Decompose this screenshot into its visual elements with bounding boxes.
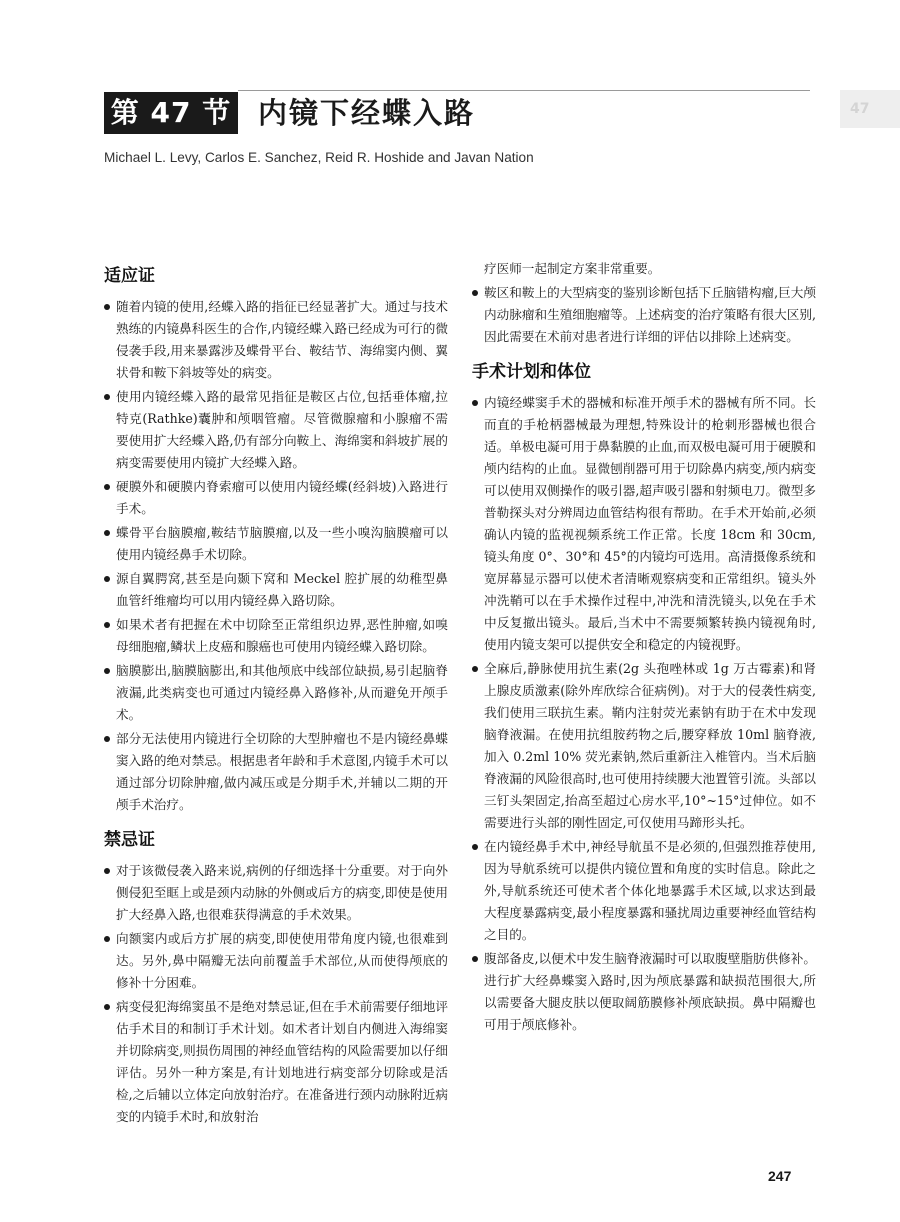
section-heading-planning: 手术计划和体位 [472,362,591,382]
list-item: 如果术者有把握在术中切除至正常组织边界,恶性肿瘤,如嗅母细胞瘤,鳞状上皮癌和腺癌也可使用内镜经蝶入路切除。 [104,614,448,658]
list-item: 全麻后,静脉使用抗生素(2g 头孢唑林或 1g 万古霉素)和肾上腺皮质激素(除外库欣综合征病例)。对于大的侵袭性病变,我们使用三联抗生素。鞘内注射荧光素钠有助于在术中发现脑脊液漏。在使用抗组胺药物之后,腰穿释放 10ml 脑脊液,加入 0.2ml 10% 荧光素钠,然后重新注入椎管内。当术后脑脊液漏的风险很高时,也可使用持续腰大池置管引流。头部以三钉头架固定,抬高至超过心房水平,10°~15°过伸位。如不需要进行头部的刚性固定,可仅使用马蹄形头托。 [472,658,816,834]
list-item: 病变侵犯海绵窦虽不是绝对禁忌证,但在手术前需要仔细地评估手术目的和制订手术计划。如术者计划自内侧进入海绵窦并切除病变,则损伤周围的神经血管结构的风险需要加以仔细评估。另外一种方案是,有计划地进行病变部分切除或是活检,之后辅以立体定向放射治疗。在准备进行颈内动脉附近病变的内镜手术时,和放射治 [104,996,448,1128]
list-item: 向额窦内或后方扩展的病变,即使使用带角度内镜,也很难到达。另外,鼻中隔瓣无法向前覆盖手术部位,从而使得颅底的修补十分困难。 [104,928,448,994]
list-item: 腹部备皮,以便术中发生脑脊液漏时可以取腹壁脂肪供修补。进行扩大经鼻蝶窦入路时,因为颅底暴露和缺损范围很大,所以需要备大腿皮肤以便取阔筋膜修补颅底缺损。鼻中隔瓣也可用于颅底修补。 [472,948,816,1036]
list-item: 鞍区和鞍上的大型病变的鉴别诊断包括下丘脑错构瘤,巨大颅内动脉瘤和生殖细胞瘤等。上述病变的治疗策略有很大区别,因此需要在术前对患者进行详细的评估以排除上述病变。 [472,282,816,348]
chapter-title: 内镜下经蝶入路 [258,96,476,130]
list-item: 硬膜外和硬膜内脊索瘤可以使用内镜经蝶(经斜坡)入路进行手术。 [104,476,448,520]
chapter-label: 第 47 节 [104,92,238,134]
list-item: 源自翼腭窝,甚至是向颞下窝和 Meckel 腔扩展的幼稚型鼻血管纤维瘤均可以用内镜经鼻入路切除。 [104,568,448,612]
list-item: 对于该微侵袭入路来说,病例的仔细选择十分重要。对于向外侧侵犯至眶上或是颈内动脉的外侧或后方的病变,即使是使用扩大经鼻入路,也很难获得满意的手术效果。 [104,860,448,926]
list-item: 脑膜膨出,脑膜脑膨出,和其他颅底中线部位缺损,易引起脑脊液漏,此类病变也可通过内镜经鼻入路修补,从而避免开颅手术。 [104,660,448,726]
list-item: 蝶骨平台脑膜瘤,鞍结节脑膜瘤,以及一些小嗅沟脑膜瘤可以使用内镜经鼻手术切除。 [104,522,448,566]
list-item: 内镜经蝶窦手术的器械和标准开颅手术的器械有所不同。长而直的手枪柄器械最为理想,特殊设计的枪刺形器械也很合适。单极电凝可用于鼻黏膜的止血,而双极电凝可用于硬膜和颅内结构的止血。显微刨削器可用于切除鼻内病变,颅内病变可以使用双侧操作的吸引器,超声吸引器和射频电刀。微型多普勒探头对分辨周边血管结构很有帮助。在手术开始前,必须确认内镜的监视视频系统工作正常。长度 18cm 和 30cm,镜头角度 0°、30°和 45°的内镜均可选用。高清摄像系统和宽屏幕显示器可以使术者清晰观察病变和正常组织。镜头外冲洗鞘可以在手术操作过程中,冲洗和清洗镜头,以免在手术中反复撤出镜头。最后,当术中不需要频繁转换内镜视角时,使用内镜支架可以提供安全和稳定的内镜视野。 [472,392,816,656]
header-rule [238,90,810,91]
right-column [472,258,816,1036]
continuation-text: 疗医师一起制定方案非常重要。 [484,261,661,276]
chapter-tab: 47 [840,90,900,128]
section-heading-contraindications: 禁忌证 [104,830,155,850]
left-column [104,262,448,1128]
authors: Michael L. Levy, Carlos E. Sanchez, Reid R. Hoshide and Javan Nation [104,150,534,165]
list-item: 使用内镜经蝶入路的最常见指征是鞍区占位,包括垂体瘤,拉特克(Rathke)囊肿和颅咽管瘤。尽管微腺瘤和小腺瘤不需要使用扩大经蝶入路,仍有部分向鞍上、海绵窦和斜坡扩展的病变需要使用内镜扩大经蝶入路。 [104,386,448,474]
list-item: 部分无法使用内镜进行全切除的大型肿瘤也不是内镜经鼻蝶窦入路的绝对禁忌。根据患者年龄和手术意图,内镜手术可以通过部分切除肿瘤,做内减压或是分期手术,并辅以二期的开颅手术治疗。 [104,728,448,816]
page-number: 247 [768,1168,792,1184]
section-heading-indications: 适应证 [104,266,155,286]
list-item: 在内镜经鼻手术中,神经导航虽不是必须的,但强烈推荐使用,因为导航系统可以提供内镜位置和角度的实时信息。除此之外,导航系统还可使术者个体化地暴露手术区域,以求达到最大程度暴露病变,最小程度暴露和骚扰周边重要神经血管结构之目的。 [472,836,816,946]
list-item: 随着内镜的使用,经蝶入路的指征已经显著扩大。通过与技术熟练的内镜鼻科医生的合作,内镜经蝶入路已经成为可行的微侵袭手段,用来暴露涉及蝶骨平台、鞍结节、海绵窦内侧、翼状骨和鞍下斜坡等处的病变。 [104,296,448,384]
